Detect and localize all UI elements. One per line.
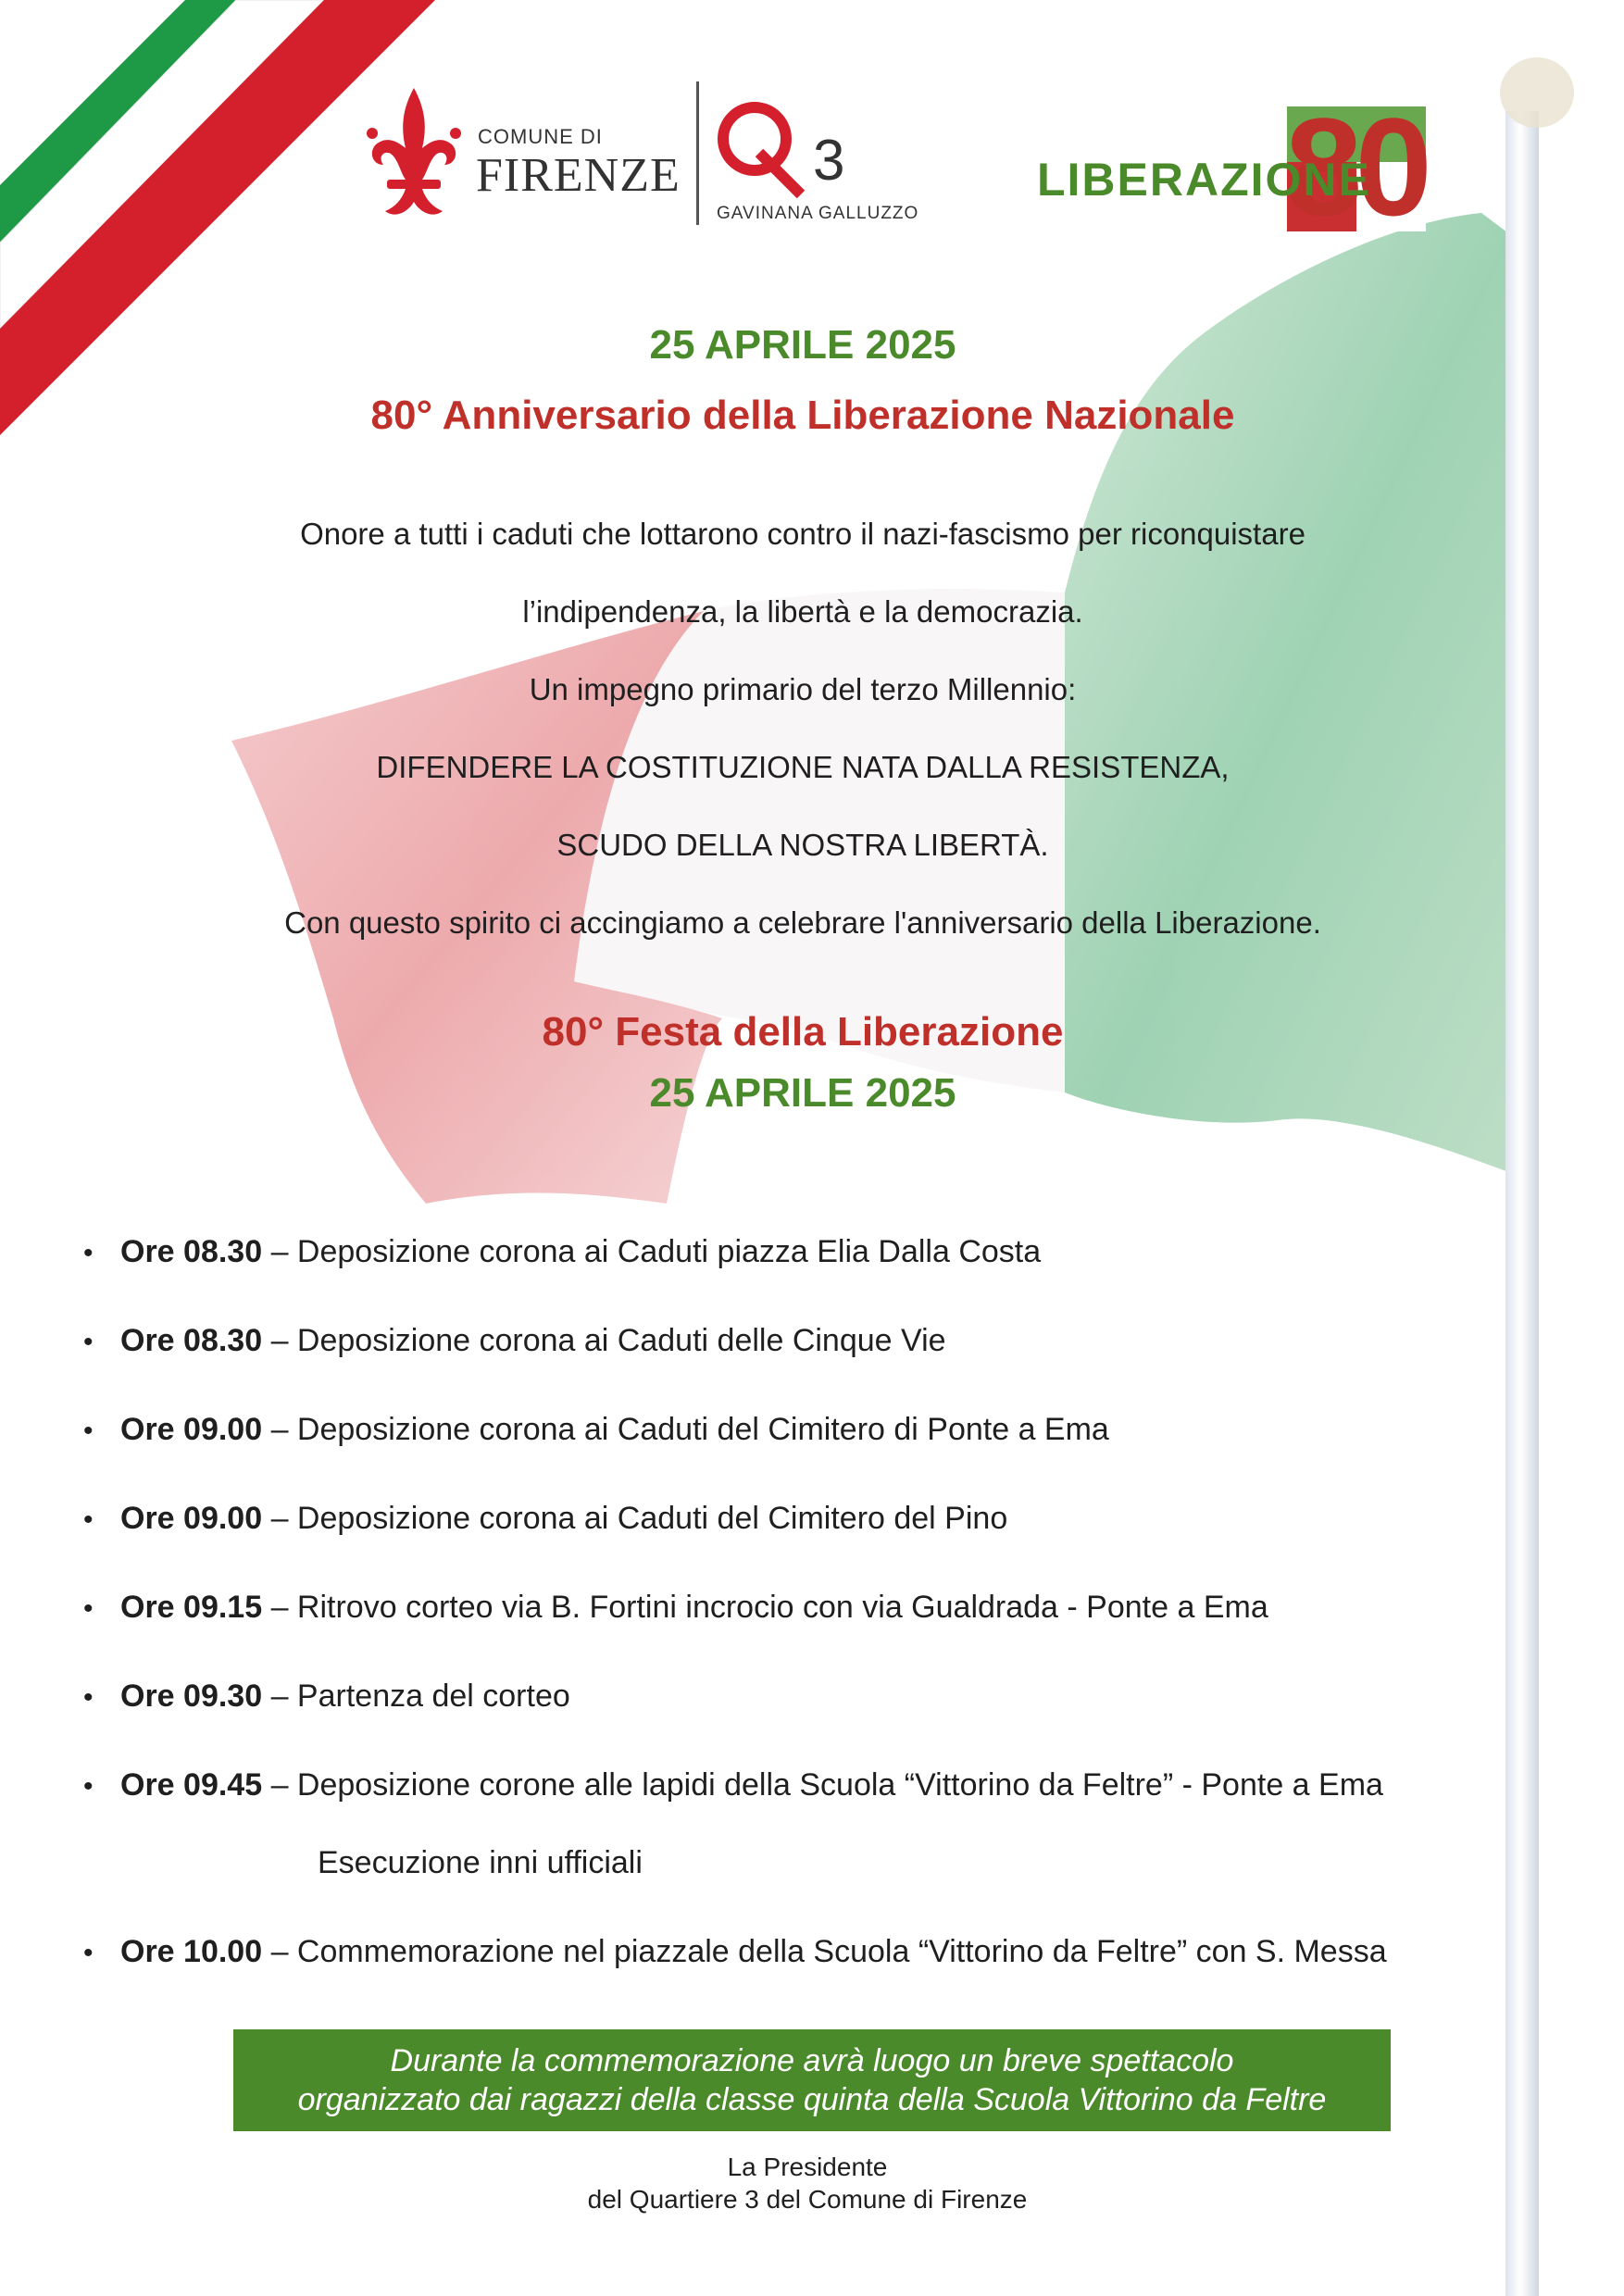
intro-line-5: SCUDO DELLA NOSTRA LIBERTÀ. [556,828,1049,862]
festa-date: 25 APRILE 2025 [649,1070,956,1116]
q3-number: 3 [813,129,845,193]
signature-line-1: La Presidente [727,2152,888,2181]
liberazione-word: LIBERAZIONE [1037,154,1371,206]
intro-line-2: l’indipendenza, la libertà e la democrazia. [522,594,1083,629]
intro-line-1: Onore a tutti i caduti che lottarono contro il nazi-fascismo per riconquistare [300,517,1305,551]
program-time: Ore 09.45 [120,1767,263,1803]
signature-line-2: del Quartiere 3 del Comune di Firenze [587,2185,1028,2214]
intro-line-3: Un impegno primario del terzo Millennio: [529,672,1077,706]
program-item: • Ore 09.45 – Deposizione corone alle lapidi della Scuola “Vittorino da Feltre” - Ponte a Ema [83,1767,1383,1803]
comune-firenze-logo [359,83,681,227]
notice-line-2: organizzato dai ragazzi della classe quinta della Scuola Vittorino da Feltre [297,2082,1327,2117]
program-time: Ore 08.30 [120,1323,263,1358]
program-time: Ore 10.00 [120,1934,263,1969]
festa-title: 80° Festa della Liberazione [542,1009,1064,1054]
program-item: • Ore 09.00 – Deposizione corona ai Caduti del Cimitero di Ponte a Ema [83,1412,1109,1447]
notice-box [233,2029,1391,2131]
program-item: • Ore 09.30 – Partenza del corteo [83,1678,570,1714]
comune-label: COMUNE DI [478,125,603,148]
program-item: • Ore 08.30 – Deposizione corona ai Caduti delle Cinque Vie [83,1323,946,1358]
program-text: – Deposizione corona ai Caduti delle Cinque Vie [262,1323,946,1358]
program-text: – Partenza del corteo [262,1678,570,1714]
program-text: – Deposizione corona ai Caduti piazza Elia Dalla Costa [262,1234,1042,1269]
program-time: Ore 09.00 [120,1501,263,1536]
firenze-label: FIRENZE [476,149,681,202]
liberazione-80-logo [1037,89,1426,244]
program-item: • Ore 10.00 – Commemorazione nel piazzale della Scuola “Vittorino da Feltre” con S. Messa [83,1934,1387,1969]
program-time: Ore 09.30 [120,1678,263,1714]
program-text: – Commemorazione nel piazzale della Scuola “Vittorino da Feltre” con S. Messa [262,1934,1387,1969]
program-text: – Deposizione corona ai Caduti del Cimitero di Ponte a Ema [262,1412,1109,1447]
header-anniversary: 80° Anniversario della Liberazione Nazionale [370,393,1235,438]
fleur-de-lis-icon [359,83,468,222]
notice-line-1: Durante la commemorazione avrà luogo un breve spettacolo [390,2043,1234,2078]
program-continuation: Esecuzione inni ufficiali [318,1845,643,1880]
program-time: Ore 09.15 [120,1590,263,1625]
program-text: – Deposizione corona ai Caduti del Cimitero del Pino [262,1501,1008,1536]
quartiere-3-logo [713,93,944,231]
q-letter-icon [713,93,806,199]
intro-line-6: Con questo spirito ci accingiamo a celebrare l'anniversario della Liberazione. [284,905,1321,940]
program-item: • Ore 09.15 – Ritrovo corteo via B. Fortini incrocio con via Gualdrada - Ponte a Ema [83,1590,1268,1625]
program-time: Ore 09.00 [120,1412,263,1447]
liberazione-80-number: 80 [1285,89,1425,244]
program-item: • Ore 08.30 – Deposizione corona ai Caduti piazza Elia Dalla Costa [83,1234,1042,1269]
intro-line-4: DIFENDERE LA COSTITUZIONE NATA DALLA RESISTENZA, [376,750,1230,784]
program-time: Ore 08.30 [120,1234,263,1269]
header-date: 25 APRILE 2025 [649,322,956,368]
program-item: • Ore 09.00 – Deposizione corona ai Caduti del Cimitero del Pino [83,1501,1008,1536]
q3-subtitle: GAVINANA GALLUZZO [717,204,919,223]
logo-divider [696,81,699,225]
program-text: – Ritrovo corteo via B. Fortini incrocio con via Gualdrada - Ponte a Ema [262,1590,1268,1625]
program-text: – Deposizione corone alle lapidi della Scuola “Vittorino da Feltre” - Ponte a Ema [262,1767,1383,1803]
